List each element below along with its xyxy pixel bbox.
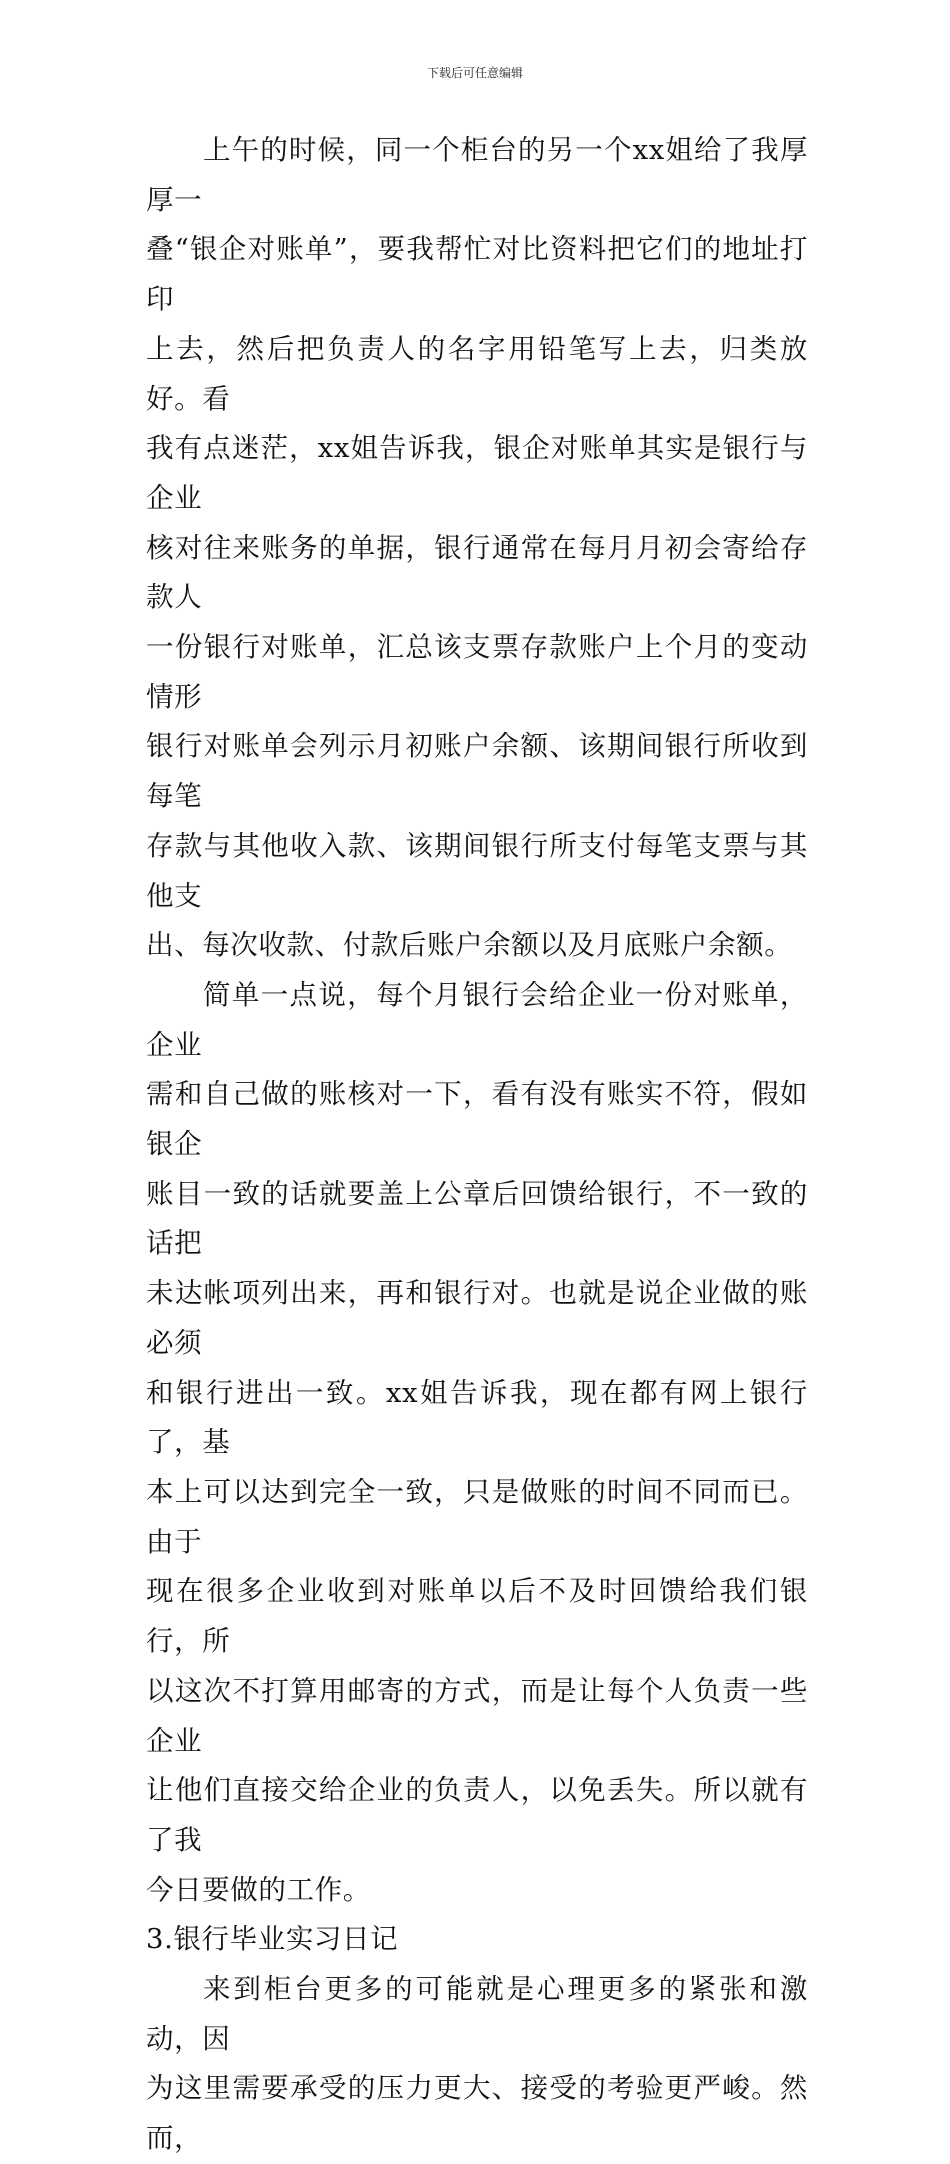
paragraph: 简单一点说，每个月银行会给企业一份对账单，企业 需和自己做的账核对一下，看有没有账实不符，假如银企 账目一致的话就要盖上公章后回馈给银行，不一致的话把 未达帐项列出来，再和银行对。也就是说企业做的账必须 和银行进出一致。xx姐告诉我，现在都有网上银行了，基 本上可以达到完全一致，只是做账的时间不同而已。由于 现在很多企业收到对账单以后不及时回馈给我们银行，所 以这次不打算用邮寄的方式，而是让每个人负责一些企业 让他们直接交给企业的负责人，以免丢失。所以就有了我 今日要做的工作。	[146, 978, 808, 1906]
document-body	[146, 126, 808, 2164]
paragraph: 来到柜台更多的可能就是心理更多的紧张和激动，因 为这里需要承受的压力更大、接受的考验更严峻。然而，	[146, 1973, 808, 2155]
paragraph: 上午的时候，同一个柜台的另一个xx姐给了我厚厚一 叠“银企对账单”，要我帮忙对比资料把它们的地址打印 上去，然后把负责人的名字用铅笔写上去，归类放好。看 我有点迷茫，xx姐告诉我，银企对账单其实是银行与企业 核对往来账务的单据，银行通常在每月月初会寄给存款人 一份银行对账单，汇总该支票存款账户上个月的变动情形 银行对账单会列示月初账户余额、该期间银行所收到每笔 存款与其他收入款、该期间银行所支付每笔支票与其他支 出、每次收款、付款后账户余额以及月底账户余额。	[146, 134, 808, 962]
page-header: 下载后可任意编辑	[426, 66, 523, 80]
section-heading: 3.银行毕业实习日记	[146, 1923, 399, 1956]
